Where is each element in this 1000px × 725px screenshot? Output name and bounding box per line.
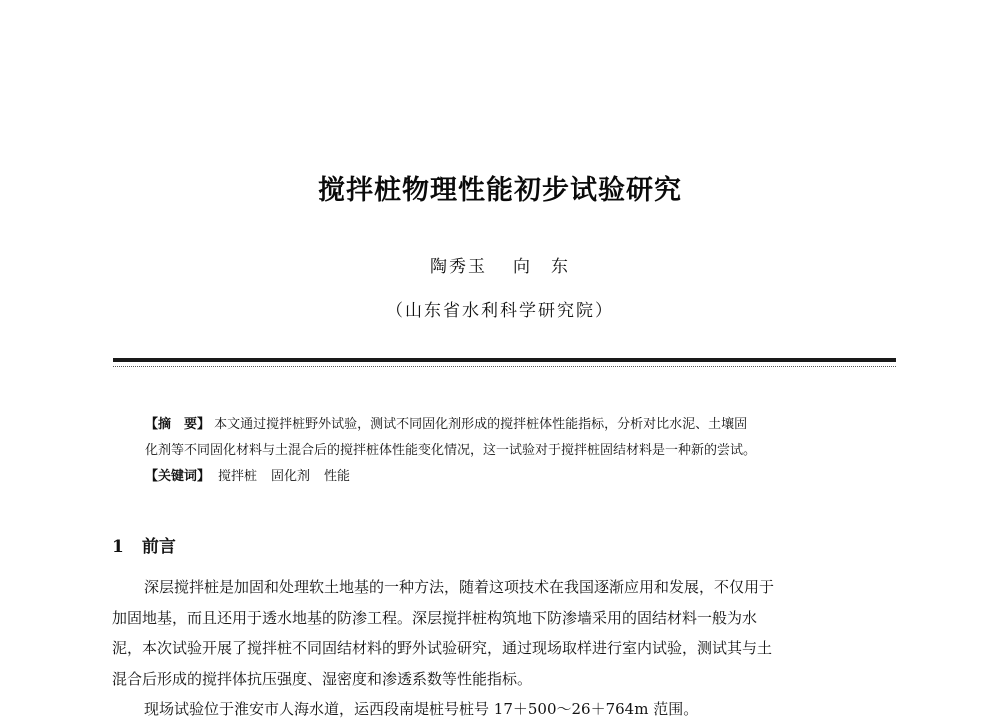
author-name: 陶秀玉 <box>430 257 487 277</box>
abstract-line: 化剂等不同固化材料与土混合后的搅拌桩体性能变化情况，这一试验对于搅拌桩固结材料是一种新的尝试。 <box>145 443 757 458</box>
paragraph-line: 混合后形成的搅拌体抗压强度、湿密度和渗透系数等性能指标。 <box>112 669 533 688</box>
paragraph-line: 深层搅拌桩是加固和处理软土地基的一种方法，随着这项技术在我国逐渐应用和发展，不仅用于 <box>144 578 775 596</box>
abstract-text: 本文通过搅拌桩野外试验，测试不同固化剂形成的搅拌桩体性能指标，分析对比水泥、土壤固 <box>214 417 748 432</box>
paper-title: 搅拌桩物理性能初步试验研究 <box>318 175 682 206</box>
abstract-line <box>145 412 870 438</box>
keywords-label: 【关键词】 <box>145 469 211 484</box>
keywords-block <box>145 464 350 490</box>
paragraph-line: 现场试验位于淮安市人海水道，运西段南堤桩号桩号 17＋500～26＋764m 范围。 <box>144 700 699 718</box>
author-affiliation: （山东省水利科学研究院） <box>386 301 614 321</box>
abstract-block <box>145 412 870 464</box>
section-heading <box>112 532 176 557</box>
header-divider-thick <box>113 358 896 362</box>
abstract-label: 【摘 要】 <box>145 417 211 432</box>
paragraph-line: 加固地基，而且还用于透水地基的防渗工程。深层搅拌桩构筑地下防渗墙采用的固结材料一般为水 <box>112 608 758 627</box>
keyword-item: 固化剂 <box>271 469 311 484</box>
keyword-item: 性能 <box>324 469 351 484</box>
keyword-item: 搅拌桩 <box>218 469 258 484</box>
paragraph-line: 泥，本次试验开展了搅拌桩不同固结材料的野外试验研究，通过现场取样进行室内试验，测试其与土 <box>112 639 773 657</box>
header-divider-thin <box>113 366 896 367</box>
section-body <box>112 572 892 725</box>
section-number: 1 <box>112 537 124 557</box>
section-title: 前言 <box>141 537 176 557</box>
author-list <box>0 252 1000 277</box>
author-name: 向 东 <box>513 257 570 277</box>
